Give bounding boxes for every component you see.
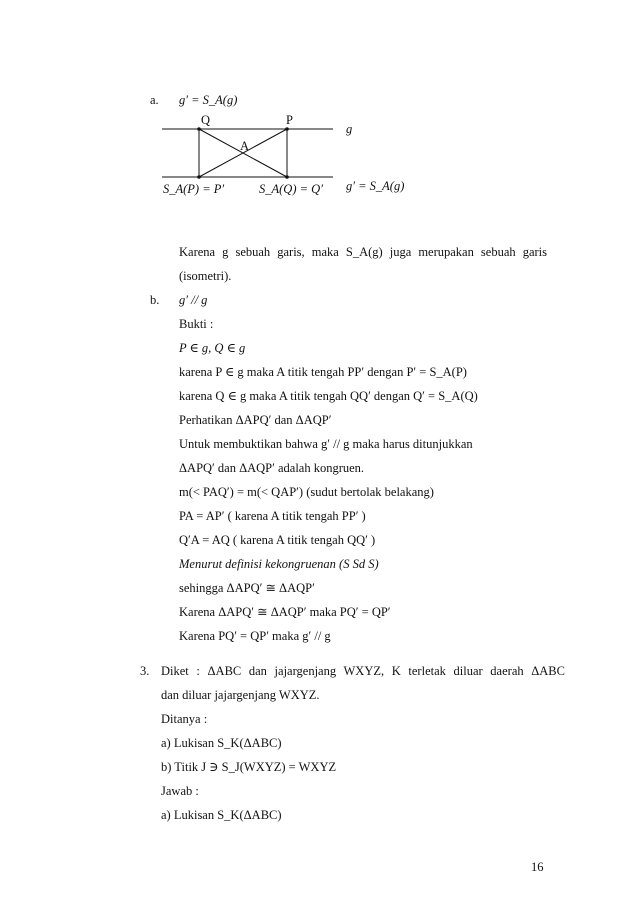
point-qprime-dot [285, 175, 289, 179]
item3-answer-a: a) Lukisan S_K(ΔABC) [161, 808, 282, 822]
page-number: 16 [531, 860, 544, 874]
item3-question-a: a) Lukisan S_K(ΔABC) [161, 736, 282, 750]
point-pprime-dot [197, 175, 201, 179]
proof-line-7: m(< PAQ′) = m(< QAP′) (sudut bertolak belakang) [179, 485, 434, 499]
proof-line-12: Karena ΔAPQ′ ≅ ΔAQP′ maka PQ′ = QP′ [179, 605, 391, 619]
part-a-formula: g′ = S_A(g) [179, 93, 238, 107]
label-p-prime: S_A(P) = P′ [163, 182, 225, 196]
proof-bukti: Bukti : [179, 317, 214, 331]
karena-paragraph-line1: Karena g sebuah garis, maka S_A(g) juga merupakan sebuah garis [179, 245, 547, 259]
proof-line-3: karena Q ∈ g maka A titik tengah QQ′ dengan Q′ = S_A(Q) [179, 389, 478, 403]
proof-line-2: karena P ∈ g maka A titik tengah PP′ dengan P′ = S_A(P) [179, 365, 467, 379]
part-a-label: a. [150, 93, 159, 107]
proof-line-9: Q′A = AQ ( karena A titik tengah QQ′ ) [179, 533, 376, 547]
proof-line-13: Karena PQ′ = QP′ maka g′ // g [179, 629, 331, 643]
proof-line-6: ΔAPQ′ dan ΔAQP′ adalah kongruen. [179, 461, 365, 475]
point-a-label: A [240, 139, 250, 153]
proof-line-4: Perhatikan ΔAPQ′ dan ΔAQP′ [179, 413, 332, 427]
item3-diket-line2: dan diluar jajargenjang WXYZ. [161, 688, 320, 702]
proof-line-5: Untuk membuktikan bahwa g′ // g maka harus ditunjukkan [179, 437, 473, 451]
part-b-label: b. [150, 293, 160, 307]
item3-question-b: b) Titik J ∋ S_J(WXYZ) = WXYZ [161, 760, 337, 774]
item3-number: 3. [140, 664, 150, 678]
line-g-prime-label: g′ = S_A(g) [346, 179, 405, 193]
point-p-label: P [286, 113, 293, 127]
line-g-label: g [346, 122, 353, 136]
proof-line-10: Menurut definisi kekongruenan (S Sd S) [179, 557, 379, 571]
part-b-formula: g′ // g [179, 293, 208, 307]
proof-line-11: sehingga ΔAPQ′ ≅ ΔAQP′ [179, 581, 315, 595]
proof-line-8: PA = AP′ ( karena A titik tengah PP′ ) [179, 509, 366, 523]
item3-jawab: Jawab : [161, 784, 199, 798]
item3-ditanya: Ditanya : [161, 712, 208, 726]
label-q-prime: S_A(Q) = Q′ [259, 182, 323, 196]
point-q-label: Q [201, 113, 211, 127]
proof-line-1: P ∈ g, Q ∈ g [179, 341, 246, 355]
karena-paragraph-line2: (isometri). [179, 269, 232, 283]
item3-diket-line1: Diket : ΔABC dan jajargenjang WXYZ, K terletak diluar daerah ΔABC [161, 664, 565, 678]
